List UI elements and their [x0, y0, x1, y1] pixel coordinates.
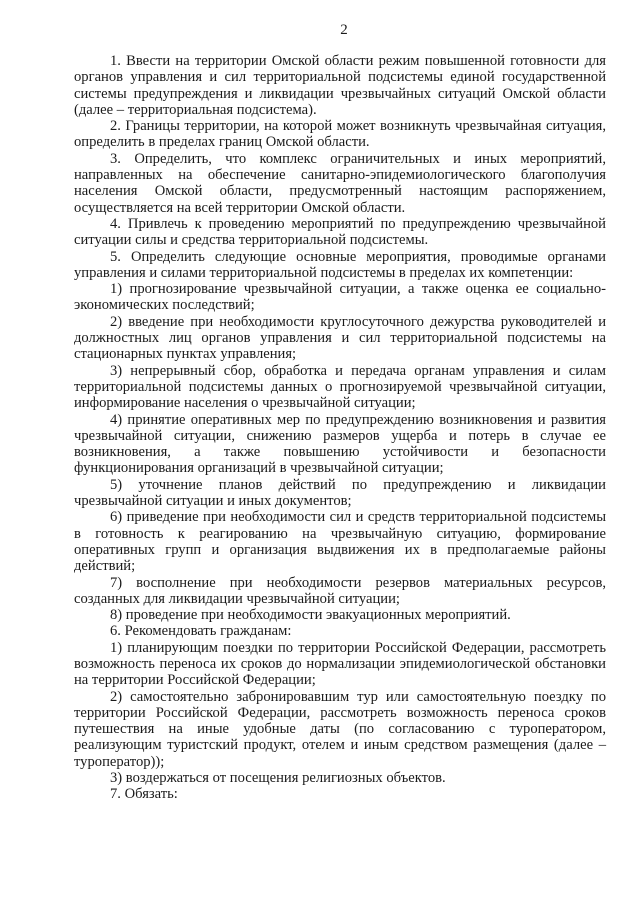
paragraph-6: 6. Рекомендовать гражданам:	[110, 623, 292, 640]
list-item-5-8: 8) проведение при необходимости эвакуационных мероприятий.	[110, 607, 511, 624]
list-item-5-4: 4) принятие оперативных мер по предупреждению возникновения и развития чрезвычайной ситуации, снижению размеров ущерба и потерь в случае ее возникновения, а также повышению устойчивости и безопасности функционирования организаций в чрезвычайной ситуации;	[74, 411, 606, 477]
list-item-5-7: 7) восполнение при необходимости резервов материальных ресурсов, созданных для ликвидации чрезвычайной ситуации;	[74, 574, 606, 607]
list-item-5-2: 2) введение при необходимости круглосуточного дежурства руководителей и должностных лиц органов управления и сил территориальной подсистемы на стационарных пунктах управления;	[74, 313, 606, 363]
list-item-5-5: 5) уточнение планов действий по предупреждению и ликвидации чрезвычайной ситуации и иных документов;	[74, 476, 606, 510]
list-item-5-6: 6) приведение при необходимости сил и средств территориальной подсистемы в готовность к реагированию на чрезвычайную ситуацию, формирование оперативных групп и организация выдвижения их в предполагаемые районы действий;	[74, 509, 606, 575]
list-item-5-3: 3) непрерывный сбор, обработка и передача органам управления и силам территориальной подсистемы данных о прогнозируемой чрезвычайной ситуации, информирование населения о чрезвычайной ситуации;	[74, 362, 606, 412]
list-item-6-2: 2) самостоятельно забронировавшим тур или самостоятельную поездку по территории Российской Федерации, рассмотреть возможность переноса сроков путешествия на иные удобные даты (по согласованию с туроператором, реализующим туристский продукт, отелем и иным средством размещения (далее – туроператор));	[74, 688, 606, 770]
page-number: 2	[340, 22, 348, 38]
paragraph-3: 3. Определить, что комплекс ограничительных и иных мероприятий, направленных на обеспечение санитарно-эпидемиологического благополучия населения Омской области, предусмотренный настоящим распоряжением, осуществляется на всей территории Омской области.	[74, 150, 606, 216]
paragraph-1: 1. Ввести на территории Омской области режим повышенной готовности для органов управления и сил территориальной подсистемы единой государственной системы предупреждения и ликвидации чрезвычайных ситуаций Омской области (далее – территориальная подсистема).	[74, 53, 606, 118]
paragraph-7: 7. Обязать:	[110, 786, 178, 803]
paragraph-2: 2. Границы территории, на которой может возникнуть чрезвычайная ситуация, определить в пределах границ Омской области.	[74, 118, 606, 151]
list-item-5-1: 1) прогнозирование чрезвычайной ситуации, а также оценка ее социально-экономических последствий;	[74, 281, 606, 314]
list-item-6-3: 3) воздержаться от посещения религиозных объектов.	[110, 770, 446, 787]
paragraph-5: 5. Определить следующие основные мероприятия, проводимые органами управления и силами территориальной подсистемы в пределах их компетенции:	[74, 248, 606, 281]
paragraph-4: 4. Привлечь к проведению мероприятий по предупреждению чрезвычайной ситуации силы и средства территориальной подсистемы.	[74, 215, 606, 249]
list-item-6-1: 1) планирующим поездки по территории Российской Федерации, рассмотреть возможность переноса их сроков до нормализации эпидемиологической обстановки на территории Российской Федерации;	[74, 639, 606, 689]
